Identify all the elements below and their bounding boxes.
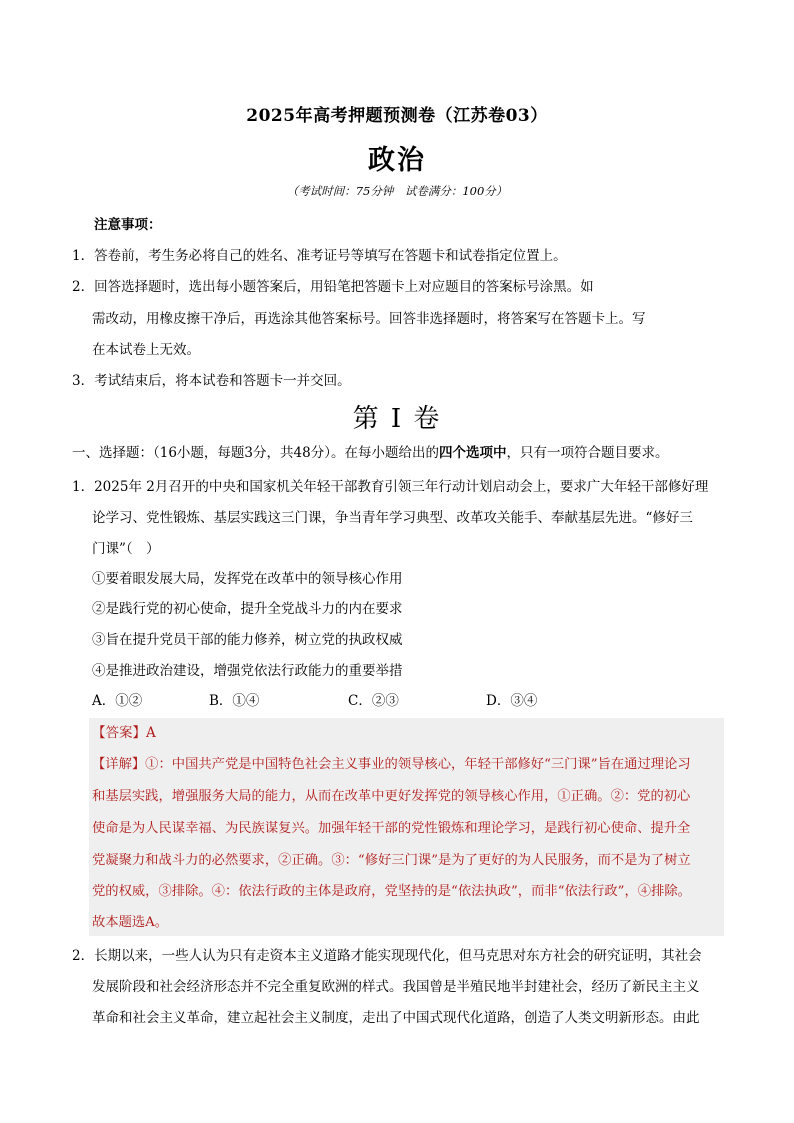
question-1-statement: ④是推进政治建设，增强党依法行政能力的重要举措 <box>92 663 403 679</box>
notes-heading: 注意事项： <box>94 217 162 233</box>
question-1-line: 门课”（ ） <box>92 541 160 557</box>
instruction-text: 一、选择题：（16小题，每题3分，共48分）。在每小题给出的 <box>72 445 439 461</box>
question-2-line: 发展阶段和社会经济形态并不完全重复欧洲的样式。我国曾是半殖民地半封建社会，经历了新民主主义 <box>92 979 700 995</box>
answer-detail-line: 【详解】①：中国共产党是中国特色社会主义事业的领导核心，年轻干部修好“三门课”旨在通过理论习 <box>92 757 691 772</box>
instruction-text: ，只有一项符合题目要求。 <box>506 445 669 461</box>
answer-detail-line: 和基层实践，增强服务大局的能力，从而在改革中更好发挥党的领导核心作用，①正确。②：党的初心 <box>92 789 691 804</box>
answer-label: 【答案】A <box>92 725 156 741</box>
subject-title: 政治 <box>368 145 426 176</box>
note-item: 需改动，用橡皮擦干净后，再选涂其他答案标号。回答非选择题时，将答案写在答题卡上。写 <box>92 311 646 327</box>
question-1-statement: ①要着眼发展大局，发挥党在改革中的领导核心作用 <box>92 571 403 587</box>
exam-title: 2025年高考押题预测卷（江苏卷03） <box>246 106 548 126</box>
question-2-line: 革命和社会主义革命，建立起社会主义制度，走出了中国式现代化道路，创造了人类文明新形态。由此 <box>92 1010 700 1026</box>
option-a: A．①② <box>92 693 143 709</box>
note-item: 3．考试结束后，将本试卷和答题卡一并交回。 <box>72 373 351 389</box>
question-2-line: 2．长期以来，一些人认为只有走资本主义道路才能实现现代化，但马克思对东方社会的研究证明，其社会 <box>72 948 702 964</box>
question-1-line: 1．2025年 2月召开的中央和国家机关年轻干部教育引领三年行动计划启动会上，要求广大年轻干部修好理 <box>72 479 709 495</box>
option-c: C．②③ <box>348 693 399 709</box>
answer-detail-line: 故本题选A。 <box>92 915 169 930</box>
note-item: 在本试卷上无效。 <box>92 342 200 358</box>
note-item: 2．回答选择题时，选出每小题答案后，用铅笔把答题卡上对应题目的答案标号涂黑。如 <box>72 279 594 295</box>
exam-info: （考试时间：75分钟 试卷满分：100分） <box>286 184 508 198</box>
answer-detail-line: 党的权威，③排除。④：依法行政的主体是政府，党坚持的是“依法执政”，而非“依法行政”，④排除。 <box>92 884 691 899</box>
option-d: D．③④ <box>486 693 538 709</box>
question-1-statement: ②是践行党的初心使命，提升全党战斗力的内在要求 <box>92 601 403 617</box>
answer-detail-line: 使命是为人民谋幸福、为民族谋复兴。加强年轻干部的党性锻炼和理论学习，是践行初心使命、提升全 <box>92 821 691 836</box>
question-1-statement: ③旨在提升党员干部的能力修养，树立党的执政权威 <box>92 632 403 648</box>
section-instruction <box>72 443 668 463</box>
instruction-emphasis: 四个选项中 <box>438 445 507 461</box>
note-item: 1．答卷前，考生务必将自己的姓名、准考证号等填写在答题卡和试卷指定位置上。 <box>72 248 567 264</box>
question-1-line: 论学习、党性锻炼、基层实践这三门课，争当青年学习典型、改革攻关能手、奉献基层先进。“修好三 <box>92 510 693 526</box>
section-title: 第 I 卷 <box>352 404 442 434</box>
answer-detail-line: 党凝聚力和战斗力的必然要求，②正确。③：“修好三门课”是为了更好的为人民服务，而不是为了树立 <box>92 853 691 868</box>
option-b: B．①④ <box>209 693 260 709</box>
